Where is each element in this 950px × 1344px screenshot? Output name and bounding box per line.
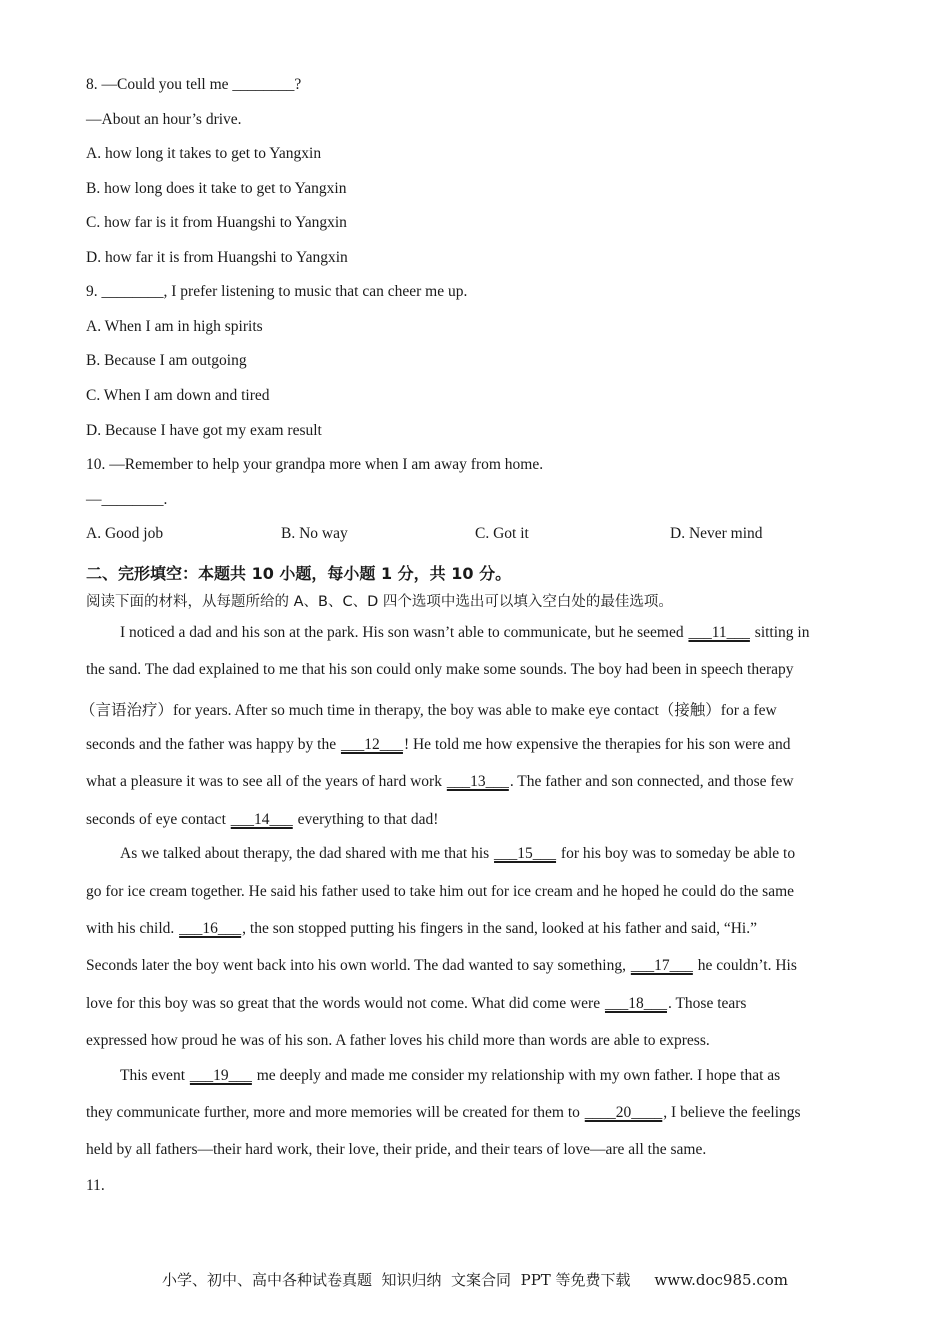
passage-text: seconds of eye contact: [86, 811, 230, 828]
blank-20: ____20____: [584, 1104, 663, 1121]
passage-text: love for this boy was so great that the words would not come. What did come were: [86, 995, 604, 1012]
question-10-stem: 10. —Remember to help your grandpa more when I am away from home.: [86, 456, 544, 473]
passage-text: This event: [120, 1067, 189, 1084]
question-8-option-d: D. how far it is from Huangshi to Yangxin: [86, 249, 348, 266]
blank-16: ___16___: [179, 920, 242, 937]
blank-19: ___19___: [189, 1067, 252, 1084]
passage-line: [120, 845, 795, 863]
passage-text: he couldn’t. His: [693, 957, 797, 974]
passage-line: （言语治疗）for years. After so much time in therapy, the boy was able to make eye contact（接触）for a few: [80, 702, 777, 719]
passage-text: ! He told me how expensive the therapies for his son were and: [403, 736, 791, 753]
passage-text: what a pleasure it was to see all of the years of hard work: [86, 773, 446, 790]
passage-line: [86, 736, 790, 754]
passage-line: [86, 957, 797, 975]
question-9-option-a: A. When I am in high spirits: [86, 318, 263, 335]
question-8-stem: 8. —Could you tell me ________?: [86, 76, 302, 93]
question-10-reply: —________.: [86, 491, 168, 508]
blank-13: ___13___: [446, 773, 509, 790]
question-9-stem: 9. ________, I prefer listening to music that can cheer me up.: [86, 283, 468, 300]
passage-line: [86, 1104, 801, 1122]
blank-18: ___18___: [604, 995, 667, 1012]
passage-text: . Those tears: [667, 995, 747, 1012]
blank-11: ___11___: [688, 624, 750, 641]
blank-14: ___14___: [230, 811, 293, 828]
question-8-reply: —About an hour’s drive.: [86, 111, 242, 128]
question-10-option-d: D. Never mind: [670, 525, 763, 542]
passage-text: , I believe the feelings: [663, 1104, 801, 1121]
passage-line: expressed how proud he was of his son. A father loves his child more than words are able to express.: [86, 1032, 710, 1049]
question-8-option-b: B. how long does it take to get to Yangxin: [86, 180, 347, 197]
passage-line: [86, 995, 746, 1013]
question-8-option-c: C. how far is it from Huangshi to Yangxin: [86, 214, 347, 231]
question-9-option-b: B. Because I am outgoing: [86, 352, 247, 369]
page-footer: 小学、初中、高中各种试卷真题 知识归纳 文案合同 PPT 等免费下载 www.doc985.com: [161, 1271, 788, 1289]
passage-line: [86, 811, 438, 829]
question-10-option-c: C. Got it: [475, 525, 529, 542]
passage-line: [120, 1067, 780, 1085]
question-9-option-c: C. When I am down and tired: [86, 387, 270, 404]
passage-line: go for ice cream together. He said his father used to take him out for ice cream and he hoped he could do the same: [86, 883, 795, 900]
passage-text: I noticed a dad and his son at the park. His son wasn’t able to communicate, but he seemed: [120, 624, 688, 641]
passage-text: . The father and son connected, and those few: [509, 773, 794, 790]
passage-line: held by all fathers—their hard work, their love, their pride, and their tears of love—are all the same.: [86, 1141, 707, 1158]
passage-text: sitting in: [750, 624, 810, 641]
question-9-option-d: D. Because I have got my exam result: [86, 422, 322, 439]
passage-line: [120, 624, 809, 642]
passage-line: [86, 920, 757, 938]
passage-text: with his child.: [86, 920, 179, 937]
passage-text: seconds and the father was happy by the: [86, 736, 340, 753]
question-8-option-a: A. how long it takes to get to Yangxin: [86, 145, 322, 162]
passage-line: [86, 773, 794, 791]
blank-17: ___17___: [630, 957, 693, 974]
passage-text: everything to that dad!: [293, 811, 439, 828]
section-title: 二、完形填空：本题共 10 小题，每小题 1 分，共 10 分。: [86, 564, 512, 583]
passage-line: the sand. The dad explained to me that his son could only make some sounds. The boy had been in speech therapy: [86, 661, 794, 678]
question-11-number: 11.: [86, 1177, 105, 1194]
passage-text: they communicate further, more and more memories will be created for them to: [86, 1104, 584, 1121]
passage-text: As we talked about therapy, the dad shared with me that his: [120, 845, 494, 862]
passage-text: for his boy was to someday be able to: [557, 845, 796, 862]
question-10-options: [86, 525, 868, 545]
blank-12: ___12___: [340, 736, 403, 753]
passage-text: , the son stopped putting his fingers in the sand, looked at his father and said, “Hi.”: [242, 920, 757, 937]
section-instruction: 阅读下面的材料，从每题所给的 A、B、C、D 四个选项中选出可以填入空白处的最佳选项。: [86, 594, 673, 610]
passage-text: Seconds later the boy went back into his own world. The dad wanted to say something,: [86, 957, 630, 974]
question-10-option-a: A. Good job: [86, 525, 164, 542]
passage-text: me deeply and made me consider my relationship with my own father. I hope that as: [252, 1067, 781, 1084]
blank-15: ___15___: [494, 845, 557, 862]
question-10-option-b: B. No way: [281, 525, 348, 542]
